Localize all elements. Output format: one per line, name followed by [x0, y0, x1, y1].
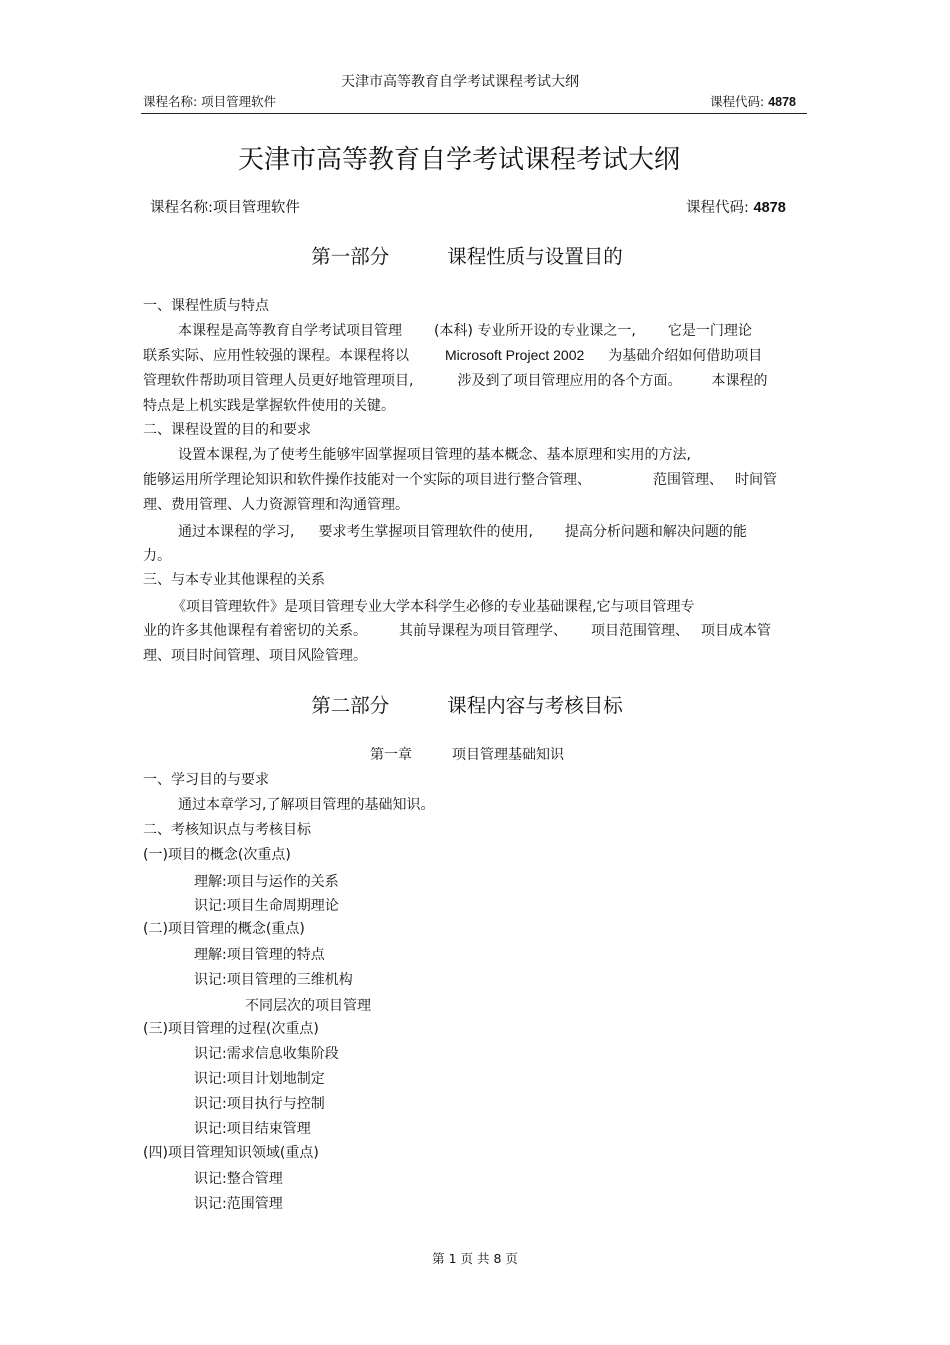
chapter-title: 项目管理基础知识 [452, 747, 564, 763]
s1-para-line1 [178, 320, 752, 340]
section2-heading: 二、课程设置的目的和要求 [143, 422, 311, 438]
chapter-section1-heading: 一、学习目的与要求 [143, 772, 269, 788]
s2-para2-line1 [178, 521, 747, 541]
text-run: 业的许多其他课程有着密切的关系。 [143, 623, 367, 639]
knowledge-item: 识记:整合管理 [194, 1171, 283, 1187]
header-divider [141, 113, 807, 114]
part1-title: 课程性质与设置目的 [447, 245, 623, 268]
part2-heading [0, 690, 934, 718]
s3-para-line3: 理、项目时间管理、项目风险管理。 [143, 648, 367, 664]
text-run: 联系实际、应用性较强的课程。本课程将以 [143, 348, 409, 364]
knowledge-item: 识记:项目管理的三维机构 [194, 972, 353, 988]
text-run: 范围管理、 [653, 472, 723, 488]
chapter-section2-heading: 二、考核知识点与考核目标 [143, 822, 311, 838]
knowledge-point-heading: (一)项目的概念(次重点) [143, 847, 291, 863]
s2-para1-line1: 设置本课程,为了使考生能够牢固掌握项目管理的基本概念、基本原理和实用的方法, [178, 447, 691, 463]
knowledge-point-heading: (四)项目管理知识领域(重点) [143, 1145, 319, 1161]
running-header-code-label: 课程代码: [710, 94, 765, 109]
text-run: 为基础介绍如何借助项目 [608, 348, 763, 364]
text-run: 项目范围管理、 [591, 623, 689, 639]
s2-para1-line3: 理、费用管理、人力资源管理和沟通管理。 [143, 497, 409, 513]
text-run: Microsoft Project 2002 [445, 347, 585, 363]
page-number: 第 1 页 共 8 页 [432, 1251, 518, 1266]
part2-title: 课程内容与考核目标 [447, 694, 623, 717]
running-header-code-value: 4878 [768, 95, 797, 109]
text-run: (本科) [434, 323, 473, 339]
text-run: 要求考生掌握项目管理软件的使用, [318, 524, 533, 540]
knowledge-item: 识记:项目执行与控制 [194, 1096, 325, 1112]
knowledge-item: 识记:需求信息收集阶段 [194, 1046, 339, 1062]
text-run: 专业所开设的专业课之一, [477, 323, 636, 339]
knowledge-item: 识记:项目生命周期理论 [194, 898, 339, 914]
knowledge-item: 理解:项目管理的特点 [194, 947, 325, 963]
course-name: 课程名称:项目管理软件 [150, 200, 300, 216]
text-run: 项目成本管 [701, 623, 771, 639]
section1-heading: 一、课程性质与特点 [143, 298, 269, 314]
text-run: 它是一门理论 [667, 323, 752, 339]
s1-para-line2 [143, 345, 762, 365]
document-title: 天津市高等教育自学考试课程考试大纲 [237, 145, 680, 175]
text-run: 管理软件帮助项目管理人员更好地管理项目, [143, 373, 414, 389]
course-code-value: 4878 [753, 200, 786, 216]
text-run: 提高分析问题和解决问题的能 [564, 524, 747, 540]
s3-para-line2 [143, 620, 771, 640]
running-header-title: 天津市高等教育自学考试课程考试大纲 [341, 74, 579, 90]
text-run: 时间管 [735, 472, 777, 488]
text-run: 本课程是高等教育自学考试项目管理 [178, 323, 402, 339]
s1-para-line4: 特点是上机实践是掌握软件使用的关键。 [143, 398, 395, 414]
s3-para-line1: 《项目管理软件》是项目管理专业大学本科学生必修的专业基础课程,它与项目管理专 [172, 599, 695, 615]
knowledge-item: 不同层次的项目管理 [245, 998, 371, 1014]
chapter1-heading [0, 744, 934, 764]
knowledge-item: 识记:范围管理 [194, 1196, 283, 1212]
knowledge-item: 识记:项目计划地制定 [194, 1071, 325, 1087]
knowledge-item: 识记:项目结束管理 [194, 1121, 311, 1137]
course-code-label: 课程代码: [686, 200, 749, 216]
running-header-course-name: 课程名称: 项目管理软件 [143, 94, 277, 109]
chapter-number: 第一章 [370, 747, 412, 763]
part1-heading [0, 241, 934, 269]
s2-para2-line2: 力。 [143, 548, 171, 564]
knowledge-point-heading: (二)项目管理的概念(重点) [143, 921, 305, 937]
running-header-course-code [710, 92, 796, 110]
knowledge-point-heading: (三)项目管理的过程(次重点) [143, 1021, 319, 1037]
part1-number: 第一部分 [311, 245, 390, 268]
part2-number: 第二部分 [311, 694, 390, 717]
course-code [686, 196, 786, 217]
text-run: 涉及到了项目管理应用的各个方面。 [457, 373, 682, 389]
s1-para-line3 [143, 370, 767, 390]
text-run: 能够运用所学理论知识和软件操作技能对一个实际的项目进行整合管理、 [143, 472, 591, 488]
section3-heading: 三、与本专业其他课程的关系 [143, 572, 325, 588]
knowledge-item: 理解:项目与运作的关系 [194, 874, 339, 890]
chapter-section1-text: 通过本章学习,了解项目管理的基础知识。 [178, 797, 435, 813]
text-run: 其前导课程为项目管理学、 [399, 623, 567, 639]
text-run: 通过本课程的学习, [178, 524, 295, 540]
text-run: 本课程的 [711, 373, 768, 389]
s2-para1-line2 [143, 469, 777, 489]
